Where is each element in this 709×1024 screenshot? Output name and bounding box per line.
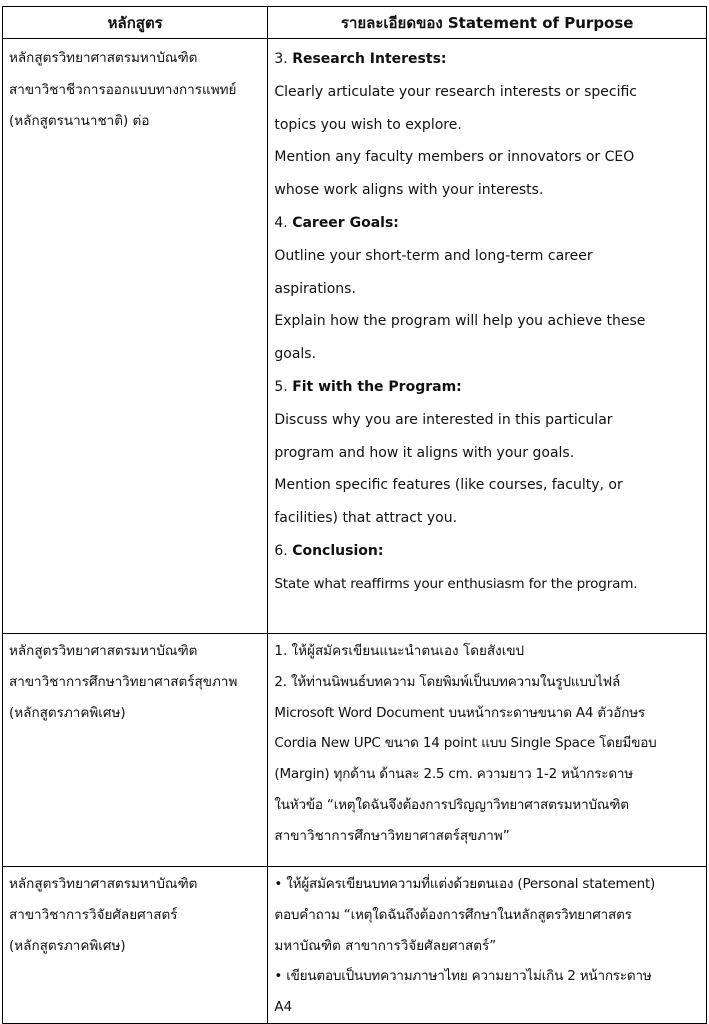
program-name-line: หลักสูตรวิทยาศาสตรมหาบัณฑิต [9,50,198,66]
detail-line: State what reaffirms your enthusiasm for the program. [274,575,638,592]
detail-line: สาขาวิชาการศึกษาวิทยาศาสตร์สุขภาพ” [274,827,510,844]
detail-line: ตอบคำถาม “เหตุใดฉันถึงต้องการศึกษาในหลักสูตรวิทยาศาสตร [274,906,632,923]
details-cell [268,634,707,867]
detail-line: Mention any faculty members or innovators or CEO [274,149,635,166]
requirements-table [2,6,707,1024]
table-row [3,39,707,634]
program-name-line: สาขาวิชาการศึกษาวิทยาศาสตร์สุขภาพ [9,673,238,690]
detail-line: goals. [274,346,317,363]
detail-line: whose work aligns with your interests. [274,182,544,199]
header-details: รายละเอียดของ Statement of Purpose [268,7,707,39]
header-program: หลักสูตร [3,7,268,39]
detail-line: Mention specific features (like courses, faculty, or [274,477,623,494]
section-heading: 6. Conclusion: [274,542,384,559]
section-heading: 4. Career Goals: [274,214,399,231]
detail-line: topics you wish to explore. [274,116,462,133]
detail-line: Explain how the program will help you achieve these [274,313,646,330]
table-row [3,634,707,867]
detail-line: aspirations. [274,280,356,297]
program-name-line: (หลักสูตรภาคพิเศษ) [9,704,126,721]
detail-line: • ให้ผู้สมัครเขียนบทความที่แต่งด้วยตนเอง (Personal statement) [274,876,656,892]
program-cell [3,634,268,867]
detail-line: Discuss why you are interested in this particular [274,411,613,428]
details-cell [268,39,707,634]
program-name-line: (หลักสูตรนานาชาติ) ต่อ [9,113,150,130]
section-heading: 3. Research Interests: [274,51,447,67]
detail-line: Clearly articulate your research interests or specific [274,83,637,100]
detail-line: Outline your short-term and long-term career [274,247,593,264]
detail-line: facilities) that attract you. [274,510,458,527]
detail-line: A4 [274,999,293,1016]
detail-line: มหาบัณฑิต สาขาการวิจัยศัลยศาสตร์” [274,937,497,954]
program-name-line: หลักสูตรวิทยาศาสตรมหาบัณฑิต [9,876,198,892]
program-name-line: สาขาวิชาการวิจัยศัลยศาสตร์ [9,906,178,923]
detail-line: • เขียนตอบเป็นบทความภาษาไทย ความยาวไม่เกิน 2 หน้ากระดาษ [274,968,652,985]
detail-line: 1. ให้ผู้สมัครเขียนแนะนำตนเอง โดยสังเขป [274,643,525,659]
program-name-line: (หลักสูตรภาคพิเศษ) [9,937,126,954]
program-name-line: หลักสูตรวิทยาศาสตรมหาบัณฑิต [9,643,198,659]
detail-line: (Margin) ทุกด้าน ด้านละ 2.5 cm. ความยาว 1-2 หน้ากระดาษ [274,766,633,783]
detail-line: Microsoft Word Document บนหน้ากระดาษขนาด A4 ตัวอักษร [274,704,645,721]
program-name-line: สาขาวิชาชีวการออกแบบทางการแพทย์ [9,81,237,98]
program-cell [3,39,268,634]
detail-line: 2. ให้ท่านนิพนธ์บทความ โดยพิมพ์เป็นบทความในรูปแบบไฟล์ [274,673,621,690]
detail-line: ในหัวข้อ “เหตุใดฉันจึงต้องการปริญญาวิทยาศาสตรมหาบัณฑิต [274,796,629,813]
detail-line: program and how it aligns with your goals. [274,444,575,461]
detail-line: Cordia New UPC ขนาด 14 point แบบ Single Space โดยมีขอบ [274,735,657,752]
section-heading: 5. Fit with the Program: [274,378,462,395]
header-row [3,7,707,39]
